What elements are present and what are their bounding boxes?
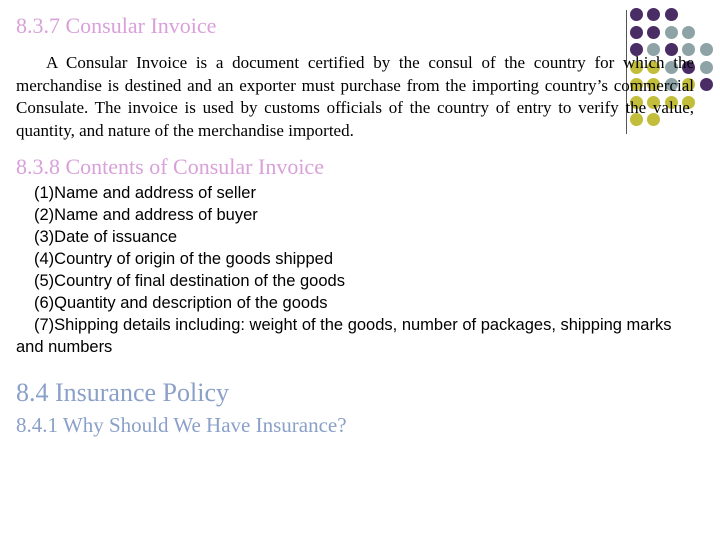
decorative-dot [700,61,713,74]
list-item: (2)Name and address of buyer [34,206,258,224]
insurance-subheading: 8.4.1 Why Should We Have Insurance? [16,413,347,437]
consular-invoice-paragraph-text: A Consular Invoice is a document certified by the consul of the country for which the merchandise is destined and an exporter must purchase from the importing country’s commercial Consulate. The invoice is used by customs officials of the country of entry to verify the value, quantity, and nature of the merchandise imported. [16,53,694,140]
decorative-dot [647,8,660,21]
consular-invoice-heading: 8.3.7 Consular Invoice [16,13,217,38]
list-item: (3)Date of issuance [34,228,178,246]
consular-invoice-paragraph [16,52,694,142]
list-item: (7)Shipping details including: weight of the goods, number of packages, shipping marks and numbers [16,316,672,356]
decorative-dot [700,78,713,91]
decorative-dot [665,8,678,21]
decorative-dot [630,8,643,21]
decorative-dot [630,26,643,39]
decorative-dot [700,43,713,56]
decorative-dot [682,26,695,39]
list-item: (4)Country of origin of the goods shipped [34,250,334,268]
contents-list [16,182,696,358]
contents-heading: 8.3.8 Contents of Consular Invoice [16,154,324,179]
list-item: (1)Name and address of seller [34,184,256,202]
decorative-dot [665,26,678,39]
list-item: (6)Quantity and description of the goods [34,294,328,312]
decorative-dot [647,26,660,39]
list-item: (5)Country of final destination of the goods [34,272,345,290]
insurance-policy-heading: 8.4 Insurance Policy [16,378,230,407]
